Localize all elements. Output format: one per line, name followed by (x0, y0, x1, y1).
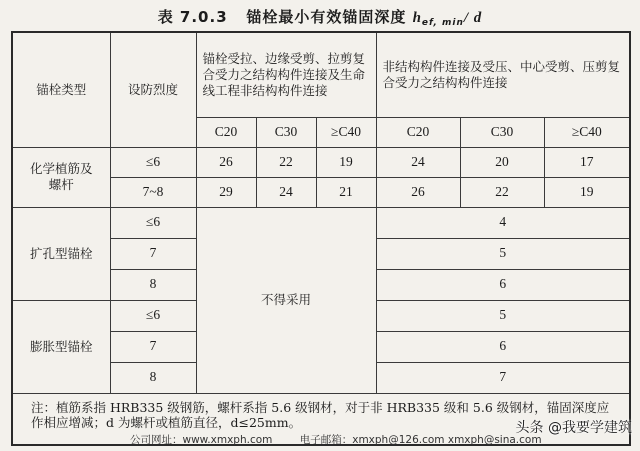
not-allowed-cell: 不得采用 (196, 207, 376, 393)
title-symbol: h (412, 10, 422, 26)
intensity-cell: 7 (110, 238, 196, 269)
table-note: 注：植筋系指 HRB335 级钢筋，螺杆系指 5.6 级钢材，对于非 HRB335 级和 5.6 级钢材，锚固深度应作相应增减；d 为螺杆或植筋直径，d≤25mm。 (12, 393, 630, 445)
type-chemical-anchor: 化学植筋及螺杆 (12, 147, 110, 207)
value-cell: 26 (376, 177, 460, 207)
grade-header: C20 (376, 117, 460, 147)
type-expansion-anchor: 膨胀型锚栓 (12, 300, 110, 393)
value-cell: 6 (376, 331, 630, 362)
table-row (12, 147, 630, 177)
value-cell: 26 (196, 147, 256, 177)
value-cell: 6 (376, 269, 630, 300)
intensity-cell: ≤6 (110, 300, 196, 331)
intensity-cell: ≤6 (110, 147, 196, 177)
grade-header: ≥C40 (316, 117, 376, 147)
value-cell: 19 (316, 147, 376, 177)
footer-email: 电子邮箱：xmxph@126.com xmxph@sina.com (299, 434, 542, 446)
grade-header: C30 (460, 117, 544, 147)
table-title-text: 锚栓最小有效锚固深度 (246, 8, 407, 26)
grade-header: C30 (256, 117, 316, 147)
intensity-cell: 8 (110, 362, 196, 393)
value-cell: 7 (376, 362, 630, 393)
header-intensity: 设防烈度 (110, 32, 196, 147)
value-cell: 24 (256, 177, 316, 207)
value-cell: 21 (316, 177, 376, 207)
footer-website: 公司网址：www.xmxph.com (130, 434, 273, 446)
header-nonstructural-group: 非结构构件连接及受压、中心受剪、压剪复合受力之结构构件连接 (376, 32, 630, 117)
type-undercut-anchor: 扩孔型锚栓 (12, 207, 110, 300)
value-cell: 20 (460, 147, 544, 177)
value-cell: 22 (256, 147, 316, 177)
table-row (12, 207, 630, 238)
intensity-cell: 7 (110, 331, 196, 362)
value-cell: 22 (460, 177, 544, 207)
value-cell: 29 (196, 177, 256, 207)
grade-header: ≥C40 (544, 117, 630, 147)
table-number: 表 7.0.3 (157, 8, 228, 26)
footer (130, 432, 566, 447)
intensity-cell: ≤6 (110, 207, 196, 238)
value-cell: 24 (376, 147, 460, 177)
intensity-cell: 7~8 (110, 177, 196, 207)
title-subscript: ef, min (421, 18, 464, 28)
intensity-cell: 8 (110, 269, 196, 300)
value-cell: 17 (544, 147, 630, 177)
table-title (0, 6, 640, 28)
value-cell: 4 (376, 207, 630, 238)
value-cell: 5 (376, 300, 630, 331)
title-suffix: / d (463, 10, 483, 26)
value-cell: 19 (544, 177, 630, 207)
header-anchor-type: 锚栓类型 (12, 32, 110, 147)
header-structural-group: 锚栓受拉、边缘受剪、拉剪复合受力之结构构件连接及生命线工程非结构构件连接 (196, 32, 376, 117)
value-cell: 5 (376, 238, 630, 269)
grade-header: C20 (196, 117, 256, 147)
anchorage-depth-table (11, 31, 631, 446)
source-watermark: 头条 @我要学建筑 (515, 420, 632, 436)
